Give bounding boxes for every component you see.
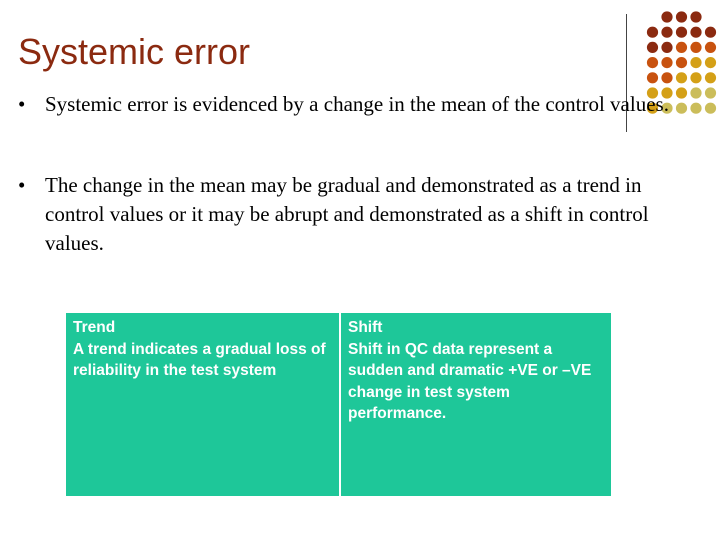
shift-description: Shift in QC data represent a sudden and dramatic +VE or –VE change in test system performance. xyxy=(348,340,592,422)
decorative-dot xyxy=(705,42,716,53)
decorative-dot xyxy=(647,72,658,83)
decorative-dot xyxy=(676,72,687,83)
decorative-dot xyxy=(676,11,687,22)
bullet-list xyxy=(18,90,678,310)
trend-description: A trend indicates a gradual loss of reliability in the test system xyxy=(73,340,326,379)
decorative-dot xyxy=(690,11,701,22)
slide-title: Systemic error xyxy=(18,31,251,72)
bullet-item: • Systemic error is evidenced by a change in the mean of the control values. xyxy=(18,90,678,119)
decorative-dot xyxy=(647,42,658,53)
decorative-dot xyxy=(676,42,687,53)
decorative-dot xyxy=(690,72,701,83)
decorative-dot xyxy=(705,57,716,68)
bullet-item: • The change in the mean may be gradual and demonstrated as a trend in control values or it may be abrupt and demonstrated as a shift in control values. xyxy=(18,171,678,258)
decorative-dot xyxy=(705,27,716,38)
decorative-dot xyxy=(661,57,672,68)
decorative-dot xyxy=(705,87,716,98)
decorative-dot xyxy=(705,72,716,83)
decorative-dot xyxy=(676,27,687,38)
decorative-dot xyxy=(690,42,701,53)
decorative-dot xyxy=(690,103,701,114)
decorative-dot xyxy=(690,27,701,38)
decorative-dot xyxy=(705,103,716,114)
decorative-dot xyxy=(647,57,658,68)
decorative-dot xyxy=(661,72,672,83)
decorative-dot xyxy=(676,57,687,68)
trend-heading: Trend xyxy=(73,319,116,336)
decorative-dot xyxy=(647,27,658,38)
decorative-dot xyxy=(690,87,701,98)
comparison-table xyxy=(66,313,611,496)
decorative-dot xyxy=(661,42,672,53)
trend-cell xyxy=(66,313,339,496)
shift-cell xyxy=(341,313,611,496)
decorative-dot xyxy=(661,27,672,38)
decorative-dot xyxy=(690,57,701,68)
decorative-dot xyxy=(661,11,672,22)
shift-heading: Shift xyxy=(348,319,383,336)
